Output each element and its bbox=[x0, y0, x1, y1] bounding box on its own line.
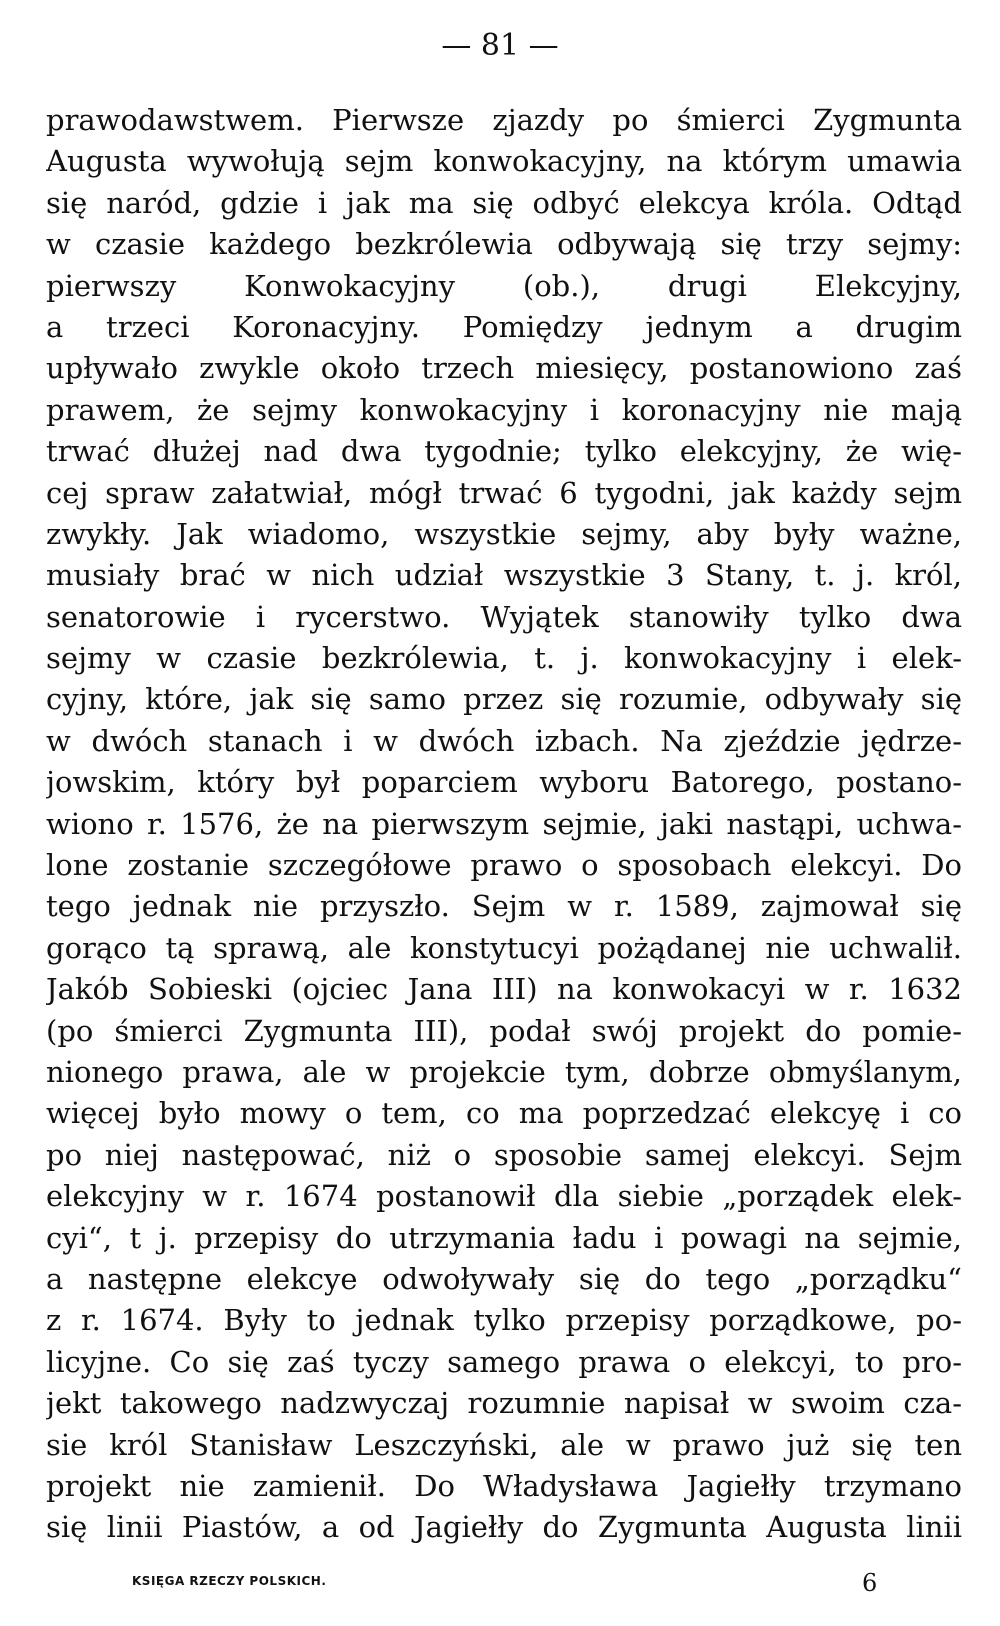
sheet-number: 6 bbox=[862, 1569, 878, 1597]
text-line: tego jednak nie przyszło. Sejm w r. 1589, zajmował się bbox=[46, 889, 962, 924]
text-line: upływało zwykle około trzech miesięcy, postanowiono zaś bbox=[46, 351, 962, 386]
text-line: jekt takowego nadzwyczaj rozumnie napisał w swoim cza- bbox=[46, 1386, 962, 1421]
text-line: po niej następować, niż o sposobie samej elekcyi. Sejm bbox=[46, 1137, 962, 1172]
text-line: musiały brać w nich udział wszystkie 3 Stany, t. j. król, bbox=[46, 558, 962, 593]
text-line: lone zostanie szczegółowe prawo o sposobach elekcyi. Do bbox=[46, 848, 962, 883]
text-line: gorąco tą sprawą, ale konstytucyi pożądanej nie uchwalił. bbox=[46, 930, 962, 965]
text-line: się linii Piastów, a od Jagiełły do Zygmunta Augusta linii bbox=[46, 1510, 962, 1545]
text-line: wiono r. 1576, że na pierwszym sejmie, jaki nastąpi, uchwa- bbox=[46, 806, 962, 841]
text-line: w dwóch stanach i w dwóch izbach. Na zjeździe jędrze- bbox=[46, 723, 962, 758]
text-line: nionego prawa, ale w projekcie tym, dobrze obmyślanym, bbox=[46, 1054, 962, 1089]
text-line: sie król Stanisław Leszczyński, ale w prawo już się ten bbox=[46, 1427, 962, 1462]
text-line: senatorowie i rycerstwo. Wyjątek stanowiły tylko dwa bbox=[46, 599, 962, 634]
printer-signature: KSIĘGA RZECZY POLSKICH. bbox=[132, 1574, 327, 1588]
text-line: cyi“, t j. przepisy do utrzymania ładu i powagi na sejmie, bbox=[46, 1220, 962, 1255]
body-text bbox=[46, 100, 962, 1549]
text-line: sejmy w czasie bezkrólewia, t. j. konwokacyjny i elek- bbox=[46, 641, 962, 676]
text-line: jowskim, który był poparciem wyboru Batorego, postano- bbox=[46, 765, 962, 800]
text-line: Augusta wywołują sejm konwokacyjny, na którym umawia bbox=[46, 144, 962, 179]
text-line: prawem, że sejmy konwokacyjny i koronacyjny nie mają bbox=[46, 392, 962, 427]
text-line: się naród, gdzie i jak ma się odbyć elekcya króla. Odtąd bbox=[46, 185, 962, 220]
text-line: z r. 1674. Były to jednak tylko przepisy porządkowe, po- bbox=[46, 1303, 962, 1338]
text-line: trwać dłużej nad dwa tygodnie; tylko elekcyjny, że wię- bbox=[46, 434, 962, 469]
text-line: prawodawstwem. Pierwsze zjazdy po śmierci Zygmunta bbox=[46, 103, 962, 137]
text-line: projekt nie zamienił. Do Władysława Jagiełły trzymano bbox=[46, 1468, 962, 1503]
text-line: elekcyjny w r. 1674 postanowił dla siebie „porządek elek- bbox=[46, 1179, 962, 1214]
text-line: (po śmierci Zygmunta III), podał swój projekt do pomie- bbox=[46, 1013, 962, 1048]
text-line: Jakób Sobieski (ojciec Jana III) na konwokacyi w r. 1632 bbox=[46, 972, 962, 1007]
text-line: pierwszy Konwokacyjny (ob.), drugi Elekcyjny, bbox=[46, 268, 962, 303]
text-line: a trzeci Koronacyjny. Pomiędzy jednym a drugim bbox=[46, 309, 962, 344]
page-number: — 81 — bbox=[441, 28, 559, 63]
text-line: zwykły. Jak wiadomo, wszystkie sejmy, aby były ważne, bbox=[46, 516, 962, 551]
text-line: w czasie każdego bezkrólewia odbywają się trzy sejmy: bbox=[46, 227, 962, 262]
text-line: cyjny, które, jak się samo przez się rozumie, odbywały się bbox=[46, 682, 962, 717]
text-line: a następne elekcye odwoływały się do tego „porządku“ bbox=[46, 1261, 962, 1296]
text-line: więcej było mowy o tem, co ma poprzedzać elekcyę i co bbox=[46, 1096, 962, 1131]
text-line: licyjne. Co się zaś tyczy samego prawa o elekcyi, to pro- bbox=[46, 1344, 962, 1379]
text-line: cej spraw załatwiał, mógł trwać 6 tygodni, jak każdy sejm bbox=[46, 475, 962, 510]
page-footer bbox=[0, 1568, 1000, 1598]
